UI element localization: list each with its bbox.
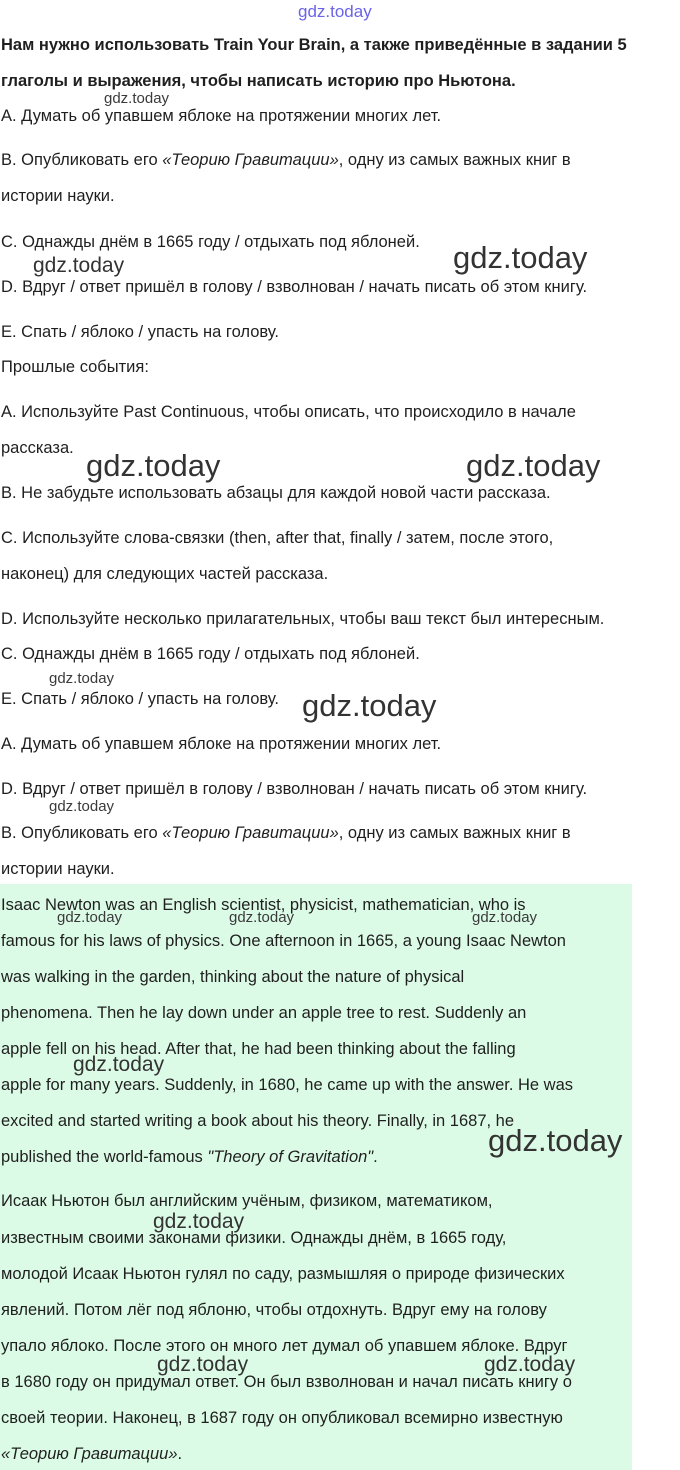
answer-ru-line-4: явлений. Потом лёг под яблоню, чтобы отдохнуть. Вдруг ему на голову <box>1 1301 547 1319</box>
answer-en-line-4: phenomena. Then he lay down under an apple tree to rest. Suddenly an <box>1 1004 527 1022</box>
watermark: gdz.today <box>466 448 601 483</box>
answer-ru-line-7: своей теории. Наконец, в 1687 году он опубликовал всемирно известную <box>1 1409 563 1427</box>
answer-en-period: . <box>373 1148 378 1166</box>
watermark: gdz.today <box>488 1123 623 1158</box>
answer-en-book-title: "Theory of Gravitation" <box>207 1148 374 1166</box>
watermark: gdz.today <box>49 670 115 687</box>
answer-en-line-1: Isaac Newton was an English scientist, physicist, mathematician, who is <box>1 896 526 914</box>
order-d: D. Вдруг / ответ пришёл в голову / взволнован / начать писать об этом книгу. <box>1 780 588 798</box>
header-watermark: gdz.today <box>298 2 372 21</box>
order-b-title: «Теорию Гравитации» <box>162 824 339 842</box>
tip-c-line-2: наконец) для следующих частей рассказа. <box>1 565 329 583</box>
item-e: E. Спать / яблоко / упасть на голову. <box>1 323 279 341</box>
order-b-line-2: истории науки. <box>1 860 115 878</box>
tip-c-line-1: C. Используйте слова-связки (then, after that, finally / затем, после этого, <box>1 529 554 547</box>
tip-d: D. Используйте несколько прилагательных, чтобы ваш текст был интересным. <box>1 610 605 628</box>
answer-en-line-8 <box>1 1146 378 1168</box>
answer-en-line-3: was walking in the garden, thinking about the nature of physical <box>1 968 465 986</box>
answer-ru-period: . <box>177 1445 183 1463</box>
item-b-title: «Теорию Гравитации» <box>162 151 339 169</box>
item-b <box>1 149 571 171</box>
answer-ru-line-2: известным своими законами физики. Однажды днём, в 1665 году, <box>1 1229 507 1247</box>
watermark: gdz.today <box>49 798 115 815</box>
order-b <box>1 822 571 844</box>
item-c: C. Однажды днём в 1665 году / отдыхать под яблоней. <box>1 233 420 251</box>
answer-en-line-5: apple fell on his head. After that, he had been thinking about the falling <box>1 1040 516 1058</box>
item-b-text: B. Опубликовать его <box>1 151 163 169</box>
watermark: gdz.today <box>33 254 125 277</box>
tip-b: B. Не забудьте использовать абзацы для каждой новой части рассказа. <box>1 484 551 502</box>
answer-ru-line-3: молодой Исаак Ньютон гулял по саду, размышляя о природе физических <box>1 1265 565 1283</box>
order-c: C. Однажды днём в 1665 году / отдыхать под яблоней. <box>1 645 420 663</box>
answer-ru-line-8 <box>1 1443 182 1465</box>
task-line-2: глаголы и выражения, чтобы написать историю про Ньютона. <box>1 72 516 90</box>
answer-ru-line-6: в 1680 году он придумал ответ. Он был взволнован и начал писать книгу о <box>1 1373 572 1391</box>
watermark: gdz.today <box>484 1353 576 1376</box>
item-d: D. Вдруг / ответ пришёл в голову / взволнован / начать писать об этом книгу. <box>1 278 588 296</box>
item-a: A. Думать об упавшем яблоке на протяжении многих лет. <box>1 107 442 125</box>
tip-a-line-1: A. Используйте Past Continuous, чтобы описать, что происходило в начале <box>1 403 576 421</box>
answer-en-line-7: excited and started writing a book about his theory. Finally, in 1687, he <box>1 1112 515 1130</box>
watermark: gdz.today <box>104 90 170 107</box>
answer-en-line-2: famous for his laws of physics. One afternoon in 1665, a young Isaac Newton <box>1 932 566 950</box>
watermark: gdz.today <box>57 909 123 926</box>
watermark: gdz.today <box>86 448 221 483</box>
answer-ru-line-5: упало яблоко. После этого он много лет думал об упавшем яблоке. Вдруг <box>1 1337 568 1355</box>
watermark: gdz.today <box>302 688 437 723</box>
order-e: E. Спать / яблоко / упасть на голову. <box>1 690 279 708</box>
answer-en-line-6: apple for many years. Suddenly, in 1680, he came up with the answer. He was <box>1 1076 574 1094</box>
order-a: A. Думать об упавшем яблоке на протяжении многих лет. <box>1 735 442 753</box>
watermark: gdz.today <box>157 1353 249 1376</box>
watermark: gdz.today <box>472 909 538 926</box>
answer-ru-line-1: Исаак Ньютон был английским учёным, физиком, математиком, <box>1 1192 493 1210</box>
past-events-heading: Прошлые события: <box>1 358 149 376</box>
item-b-rest: , одну из самых важных книг в <box>338 151 571 169</box>
watermark: gdz.today <box>153 1210 245 1233</box>
task-line-1: Нам нужно использовать Train Your Brain, а также приведённые в задании 5 <box>1 36 627 54</box>
watermark: gdz.today <box>229 909 295 926</box>
watermark: gdz.today <box>453 240 588 275</box>
order-b-text: B. Опубликовать его <box>1 824 163 842</box>
item-b-line-2: истории науки. <box>1 187 115 205</box>
tip-a-line-2: рассказа. <box>1 439 74 457</box>
answer-en-line-8-text: published the world-famous <box>1 1148 208 1166</box>
answer-ru-book-title: «Теорию Гравитации» <box>1 1445 178 1463</box>
watermark: gdz.today <box>73 1053 165 1076</box>
order-b-rest: , одну из самых важных книг в <box>338 824 571 842</box>
